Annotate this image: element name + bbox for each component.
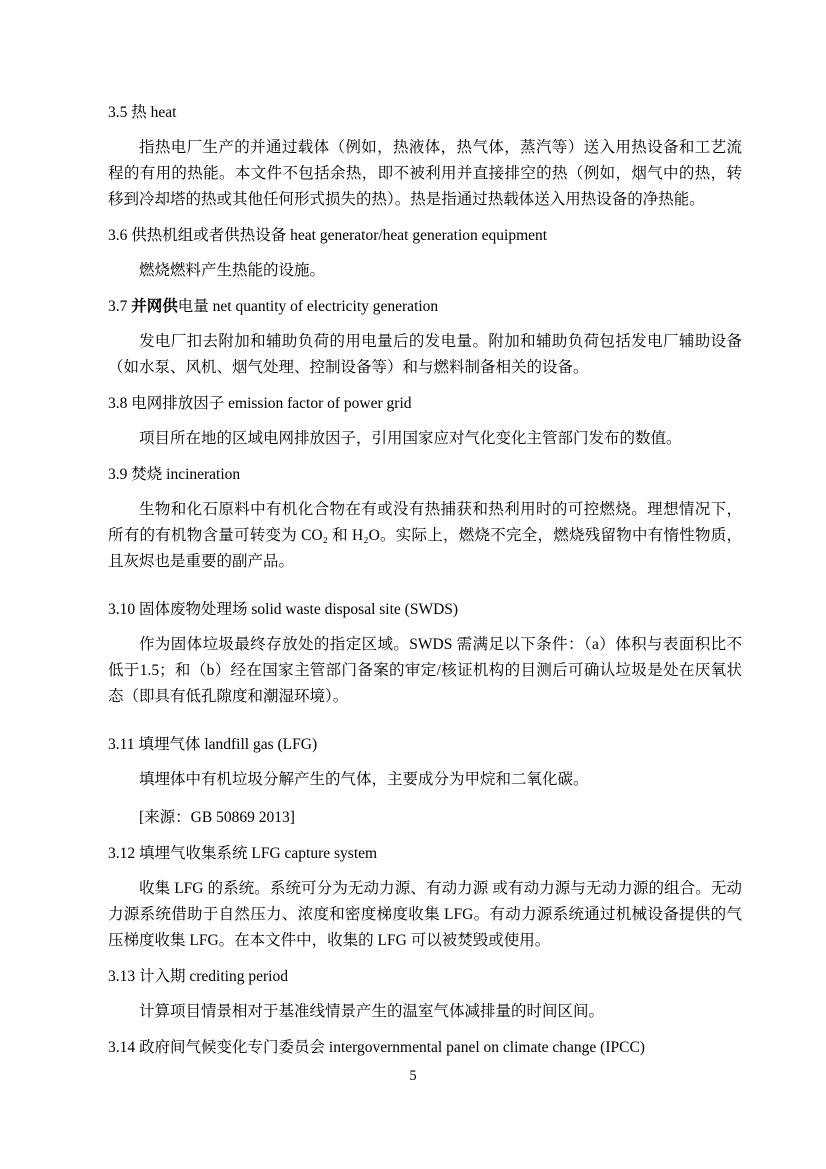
- section-number: 3.13: [108, 968, 136, 985]
- section-title-en: heat: [150, 104, 177, 121]
- section-title-en: LFG capture system: [251, 845, 378, 862]
- section-title-en: heat generator/heat generation equipment: [290, 227, 548, 244]
- section-title-zh: 政府间气候变化专门委员会: [139, 1039, 326, 1056]
- paragraph: 计算项目情景相对于基准线情景产生的温室气体减排量的时间区间。: [139, 1003, 605, 1020]
- paragraph: 指热电厂生产的并通过载体（例如，热液体，热气体，蒸汽等）送入用热设备和工艺流程的有用的热能。本文件不包括余热，即不被利用并直接排空的热（例如，烟气中的热，转移到冷却塔的热或其他任何形式损失的热）。热是指通过热载体送入用热设备的净热能。: [108, 139, 742, 208]
- section-number: 3.9: [108, 466, 128, 483]
- section-heading: [108, 464, 742, 485]
- section-heading: [108, 225, 742, 246]
- section-number: 3.11: [108, 736, 135, 753]
- section-3-5: [108, 102, 742, 213]
- section-3-10: [108, 599, 742, 710]
- section-title-en: intergovernmental panel on climate change (IPCC): [328, 1039, 645, 1056]
- section-3-14: [108, 1037, 742, 1058]
- section-title-zh: 计入期: [139, 968, 186, 985]
- section-number: 3.10: [108, 601, 136, 618]
- paragraph: 生物和化石原料中有机化合物在有或没有热捕获和热利用时的可控燃烧。理想情况下，所有的有机物含量可转变为 CO₂ 和 H₂O。实际上，燃烧不完全，燃烧残留物中有惰性物质，且灰烬也是重要的副产品。: [108, 501, 742, 570]
- section-heading: [108, 599, 742, 620]
- section-heading: [108, 1037, 742, 1058]
- section-title-zh-bold: 并网供: [131, 298, 178, 315]
- section-title-zh: 电量: [177, 298, 209, 315]
- section-number: 3.12: [108, 845, 136, 862]
- section-title-zh: 填埋气收集系统: [139, 845, 248, 862]
- section-number: 3.8: [108, 395, 128, 412]
- section-3-6: [108, 225, 742, 284]
- section-number: 3.7: [108, 298, 128, 315]
- paragraph: 填埋体中有机垃圾分解产生的气体，主要成分为甲烷和二氧化碳。: [139, 771, 589, 788]
- section-title-zh: 填埋气体: [138, 736, 201, 753]
- section-number: 3.6: [108, 227, 128, 244]
- section-title-en: crediting period: [189, 968, 288, 985]
- paragraph: 收集 LFG 的系统。系统可分为无动力源、有动力源 或有动力源与无动力源的组合。无动力源系统借助于自然压力、浓度和密度梯度收集 LFG。有动力源系统通过机械设备提供的气压梯度收集 LFG。在本文件中，收集的 LFG 可以被焚毁或使用。: [108, 880, 742, 949]
- section-number: 3.14: [108, 1039, 136, 1056]
- section-3-9: [108, 464, 742, 575]
- section-heading: [108, 843, 742, 864]
- section-3-8: [108, 393, 742, 452]
- page-footer: [0, 1066, 826, 1086]
- section-title-en: landfill gas (LFG): [204, 736, 318, 753]
- paragraph: 燃烧燃料产生热能的设施。: [139, 262, 326, 279]
- section-3-12: [108, 843, 742, 954]
- section-title-en: net quantity of electricity generation: [212, 298, 439, 315]
- page-number: 5: [409, 1068, 417, 1084]
- section-number: 3.5: [108, 104, 128, 121]
- section-heading: [108, 296, 742, 317]
- section-3-11: [108, 734, 742, 831]
- section-heading: [108, 393, 742, 414]
- section-title-en: incineration: [166, 466, 241, 483]
- source-reference: [来源：GB 50869 2013]: [139, 809, 295, 826]
- section-title-en: emission factor of power grid: [228, 395, 412, 412]
- section-3-13: [108, 966, 742, 1025]
- section-title-zh: 固体废物处理场: [139, 601, 248, 618]
- section-title-zh: 热: [131, 104, 147, 121]
- section-title-zh: 电网排放因子: [131, 395, 225, 412]
- section-heading: [108, 102, 742, 123]
- section-title-zh: 焚烧: [131, 466, 163, 483]
- paragraph: 项目所在地的区域电网排放因子，引用国家应对气化变化主管部门发布的数值。: [139, 430, 682, 447]
- section-title-zh: 供热机组或者供热设备: [131, 227, 287, 244]
- paragraph: 发电厂扣去附加和辅助负荷的用电量后的发电量。附加和辅助负荷包括发电厂辅助设备（如水泵、风机、烟气处理、控制设备等）和与燃料制备相关的设备。: [108, 333, 742, 376]
- section-title-en: solid waste disposal site (SWDS): [251, 601, 459, 618]
- section-3-7: [108, 296, 742, 381]
- section-heading: [108, 734, 742, 755]
- section-heading: [108, 966, 742, 987]
- paragraph: 作为固体垃圾最终存放处的指定区域。SWDS 需满足以下条件：（a）体积与表面积比不低于1.5；和（b）经在国家主管部门备案的审定/核证机构的目测后可确认垃圾是处在厌氧状态（即具有低孔隙度和潮湿环境）。: [108, 636, 742, 705]
